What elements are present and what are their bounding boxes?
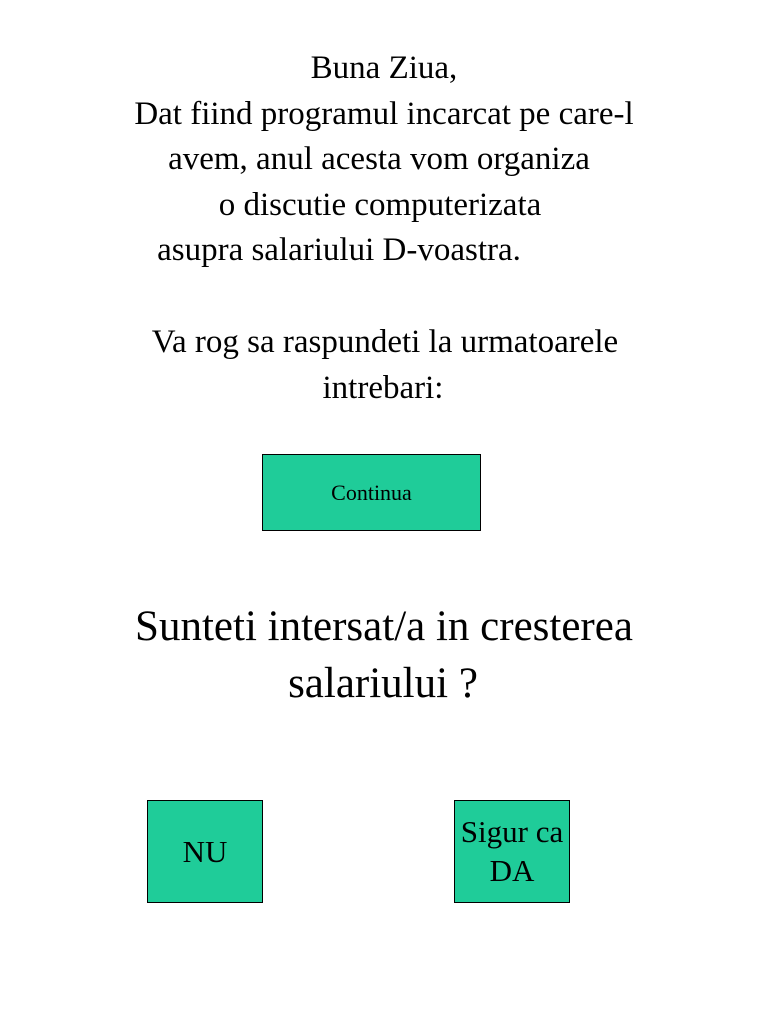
no-button-label: NU — [182, 833, 228, 869]
intro-line-3: avem, anul acesta vom organiza — [168, 141, 590, 177]
continue-button[interactable] — [262, 454, 481, 531]
intro-line-5: asupra salariului D-voastra. — [157, 232, 521, 268]
continue-button-label: Continua — [331, 479, 412, 505]
question-line-2: salariului ? — [288, 660, 478, 707]
instruction-line-1: Va rog sa raspundeti la urmatoarele — [151, 324, 619, 360]
instruction-line-2: intrebari: — [322, 370, 444, 406]
yes-button-label-line-2: DA — [489, 852, 535, 888]
greeting-line: Buna Ziua, — [310, 50, 458, 86]
no-button[interactable] — [147, 800, 263, 903]
intro-line-4: o discutie computerizata — [218, 187, 542, 223]
question-line-1: Sunteti intersat/a in cresterea — [135, 603, 633, 650]
yes-button-label-line-1: Sigur ca — [460, 813, 564, 849]
yes-button[interactable] — [454, 800, 570, 903]
intro-line-2: Dat fiind programul incarcat pe care-l — [134, 96, 634, 132]
